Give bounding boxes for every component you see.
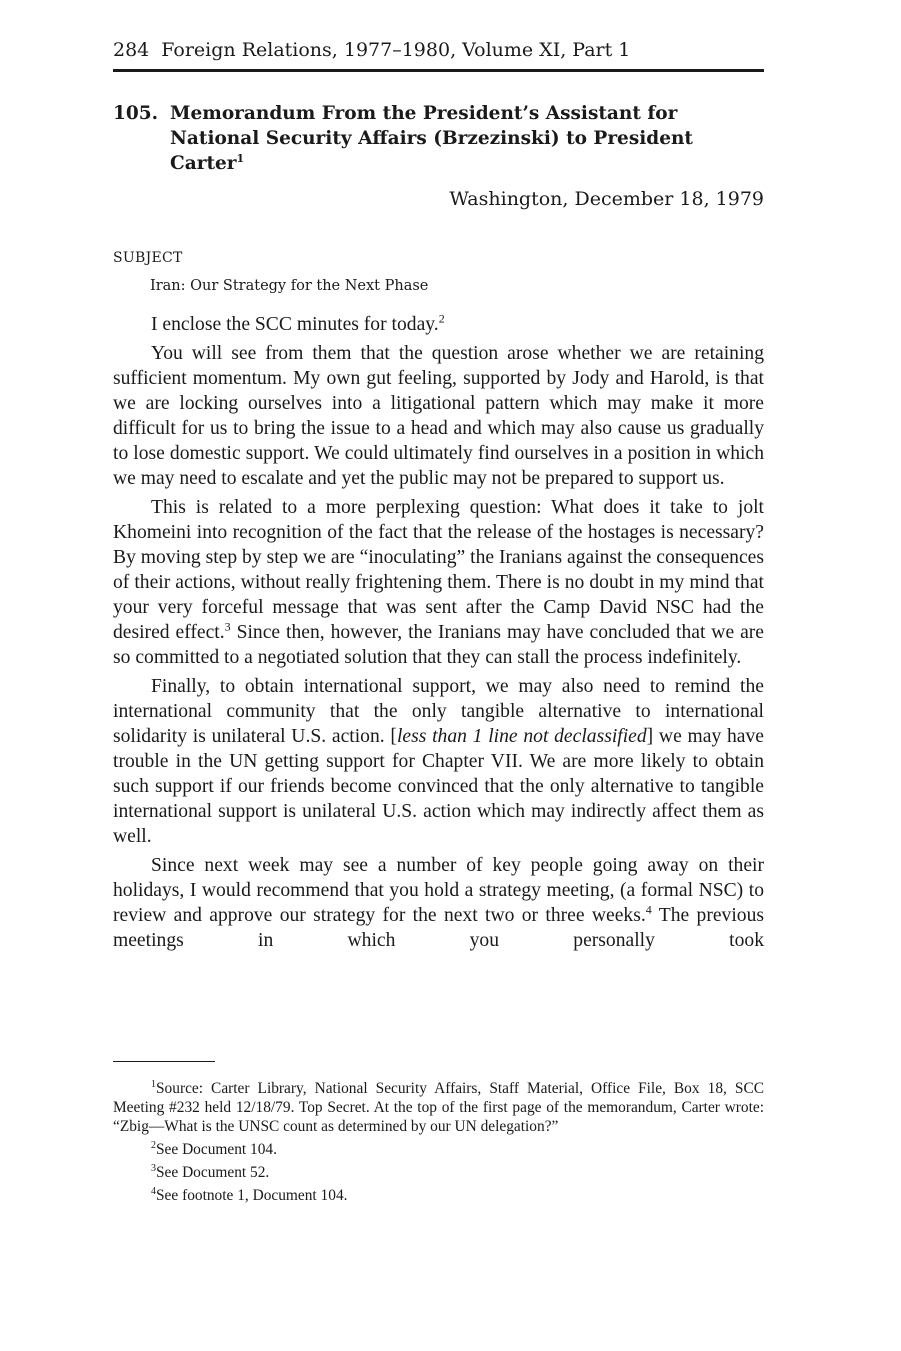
footnotes: [113, 1079, 764, 1209]
paragraph-text: Since then, however, the Iranians may have concluded that we are so committed to a negotiated solution that they can stall the process indefinitely.: [113, 622, 765, 668]
footnote-text: Source: Carter Library, National Security Affairs, Staff Material, Office File, Box 18, SCC Meeting #232 held 12/18/79. Top Secret. At the top of the first page of the memorandum, Carter wrote: “Zbig—What is the UNSC count as determined by our UN delegation?”: [113, 1080, 764, 1135]
paragraph: [113, 495, 764, 670]
footnote: [113, 1186, 764, 1205]
footnote: [113, 1163, 764, 1182]
document-title: [170, 101, 753, 176]
footnote: [113, 1140, 764, 1159]
header-rule: [113, 69, 764, 72]
paragraph-text: This is related to a more perplexing question: What does it take to jolt Khomeini into recognition of the fact that the release of the hostages is necessary? By moving step by step we are “inoculating” the Iranians against the consequences of their actions, without really frightening them. There is no doubt in my mind that your very forceful message that was sent after the Camp David NSC had the desired effect.: [113, 497, 764, 643]
document-title-text: Memorandum From the President’s Assistant for National Security Affairs (Brzezinski) to President Carter: [170, 103, 693, 174]
volume-title: Foreign Relations, 1977–1980, Volume XI, Part 1: [161, 39, 631, 61]
page-number: 284: [113, 39, 150, 61]
footnote-mark: 3: [151, 1162, 156, 1174]
subject-label: SUBJECT: [113, 250, 183, 266]
memo-body: [113, 312, 764, 957]
paragraph-text: Finally, to obtain international support, we may also need to remind the international community that the only tangible alternative to international solidarity is unilateral U.S. action. [: [113, 676, 764, 747]
subject-text: Iran: Our Strategy for the Next Phase: [150, 278, 429, 294]
running-head: [113, 38, 764, 62]
redaction-note: less than 1 line not declassified: [396, 726, 647, 747]
paragraph: [113, 853, 764, 953]
footnote-ref[interactable]: 2: [438, 311, 445, 326]
footnote-ref[interactable]: 4: [645, 902, 652, 917]
footnote-ref[interactable]: 1: [236, 151, 245, 165]
dateline: Washington, December 18, 1979: [449, 188, 764, 210]
paragraph: You will see from them that the question arose whether we are retaining sufficient momentum. My own gut feeling, supported by Jody and Harold, is that we are locking ourselves into a litigational pattern which may make it more difficult for us to bring the issue to a head and which may also cause us gradually to lose domestic support. We could ultimately find ourselves in a position in which we may need to escalate and yet the public may not be prepared to support us.: [113, 343, 764, 489]
footnote-ref[interactable]: 3: [224, 619, 231, 634]
footnote-rule: [113, 1061, 215, 1062]
footnote-text: See Document 52.: [156, 1164, 270, 1181]
footnote-mark: 2: [151, 1139, 156, 1151]
paragraph-text: I enclose the SCC minutes for today.: [151, 314, 439, 335]
paragraph-text: The previous meetings in which you personally took: [113, 905, 764, 951]
footnote-mark: 4: [151, 1185, 156, 1197]
paragraph: [113, 674, 764, 849]
paragraph-text: Since next week may see a number of key people going away on their holidays, I would recommend that you hold a strategy meeting, (a formal NSC) to review and approve our strategy for the next two or three weeks.: [113, 855, 764, 926]
document-number: 105.: [113, 103, 159, 124]
footnote: [113, 1079, 764, 1136]
document-heading: [113, 101, 753, 176]
paragraph: [113, 312, 764, 337]
paragraph-text: ] we may have trouble in the UN getting support for Chapter VII. We are more likely to obtain such support if our friends become convinced that the only alternative to tangible international support is unilateral U.S. action which may indirectly affect them as well.: [113, 726, 764, 847]
footnote-mark: 1: [151, 1078, 156, 1090]
footnote-text: See footnote 1, Document 104.: [156, 1187, 348, 1204]
footnote-text: See Document 104.: [156, 1141, 277, 1158]
